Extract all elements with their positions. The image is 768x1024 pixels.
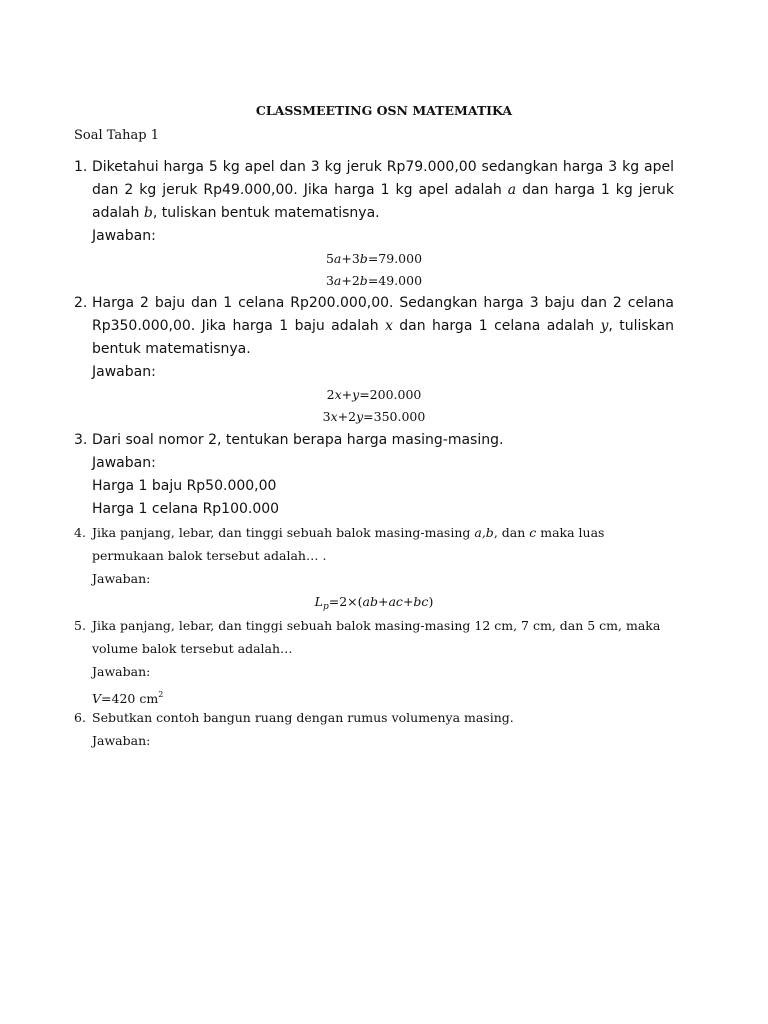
question-1 [74, 156, 674, 292]
answer-line: Harga 1 baju Rp50.000,00 [92, 478, 277, 494]
document-subtitle: Soal Tahap 1 [74, 128, 160, 143]
question-text: Jika panjang, lebar, dan tinggi sebuah balok masing-masing a,b, dan c maka luas permukaan balok tersebut adalah… . [92, 525, 605, 563]
answer-label: Jawaban: [92, 228, 156, 244]
question-text: Harga 2 baju dan 1 celana Rp200.000,00. Sedangkan harga 3 baju dan 2 celana Rp350.000,00. Jika harga 1 baju adalah x dan harga 1 celana adalah y, tuliskan bentuk matematisnya. [92, 295, 674, 357]
answer-label: Jawaban: [92, 733, 151, 748]
answer-label: Jawaban: [92, 664, 151, 679]
answer-label: Jawaban: [92, 571, 151, 586]
question-2 [74, 292, 674, 428]
question-text: Jika panjang, lebar, dan tinggi sebuah balok masing-masing 12 cm, 7 cm, dan 5 cm, maka volume balok tersebut adalah… [92, 618, 661, 656]
question-text: Dari soal nomor 2, tentukan berapa harga masing-masing. [92, 432, 504, 448]
question-number: 2. [74, 295, 88, 311]
answer-label: Jawaban: [92, 364, 156, 380]
question-number: 1. [74, 159, 88, 175]
answer-line: Harga 1 celana Rp100.000 [92, 501, 280, 517]
question-number: 6. [74, 710, 86, 725]
question-number: 3. [74, 432, 88, 448]
question-number: 4. [74, 525, 86, 540]
equation: 3x+2y=350.000 [322, 409, 426, 424]
question-text: Diketahui harga 5 kg apel dan 3 kg jeruk Rp79.000,00 sedangkan harga 3 kg apel dan 2 kg jeruk Rp49.000,00. Jika harga 1 kg apel adalah a dan harga 1 kg jeruk adalah b, tuliskan bentuk matematisnya. [92, 159, 674, 221]
document-title: CLASSMEETING OSN MATEMATIKA [255, 103, 513, 118]
question-6 [74, 706, 674, 752]
equation: 2x+y=200.000 [326, 387, 422, 402]
question-3 [74, 429, 674, 521]
formula: $L_p=2\times(ab+ac+bc)$ [314, 594, 434, 612]
question-number: 5. [74, 618, 86, 633]
question-5 [74, 614, 674, 710]
equation: 5a+3b=79.000 [325, 251, 423, 266]
answer-line: V=420 $cm^2$ [92, 690, 164, 706]
question-4 [74, 521, 674, 619]
question-text: Sebutkan contoh bangun ruang dengan rumus volumenya masing. [92, 710, 514, 725]
answer-label: Jawaban: [92, 455, 156, 471]
equation: 3a+2b=49.000 [325, 273, 423, 288]
